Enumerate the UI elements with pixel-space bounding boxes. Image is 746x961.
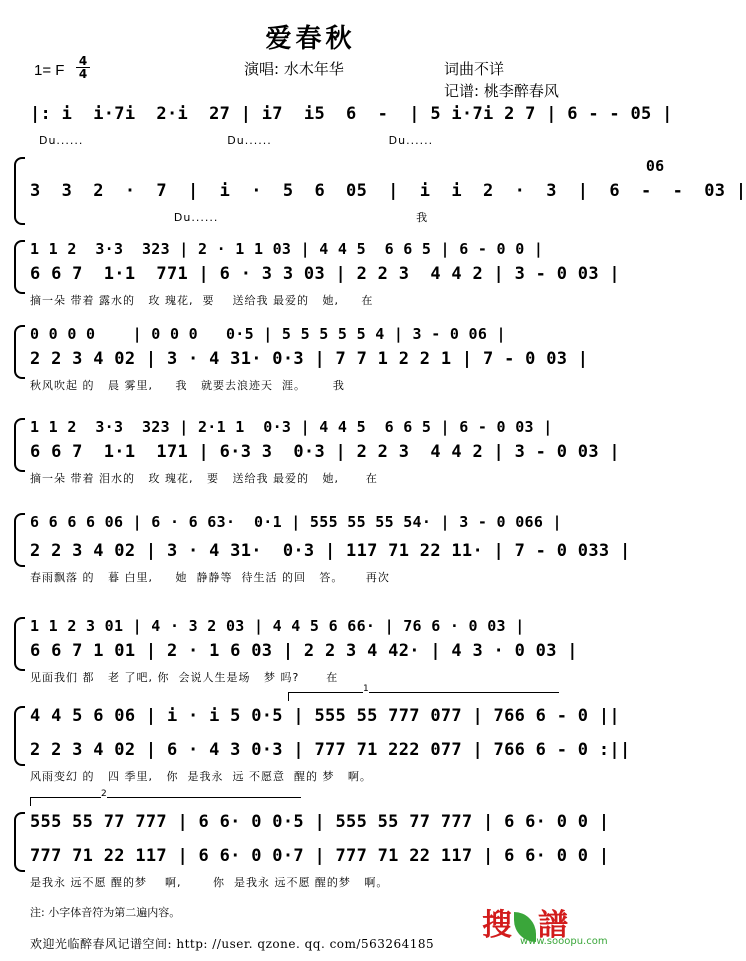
volta-number: 1: [363, 684, 369, 694]
footnote: 注: 小字体音符为第二遍内容。: [30, 906, 181, 919]
score-system-1: [0, 104, 673, 148]
notes-line: |: i i·7i 2·i 27 | i7 i5 6 - | 5 i·7i 2 7 | 6 - - 05 |: [30, 104, 673, 124]
lyric-line: 见面我们 都 老 了吧, 你 会说人生是场 梦 吗? 在: [30, 671, 339, 684]
notes-lower: 2 2 3 4 02 | 6 · 4 3 0·3 | 777 71 222 077 | 766 6 - 0 :||: [30, 740, 631, 760]
notes-upper: 6 6 6 6 06 | 6 · 6 63· 0·1 | 555 55 55 54· | 3 - 0 066 |: [30, 513, 562, 531]
lyric-line: Du...... 我: [30, 211, 429, 224]
notes-lower: 6 6 7 1·1 771 | 6 · 3 3 03 | 2 2 3 4 4 2 | 3 - 0 03 |: [30, 264, 620, 284]
time-bottom: 4: [78, 67, 88, 81]
score-system-8: [0, 706, 631, 783]
lyric-line: Du...... Du...... Du......: [30, 134, 434, 147]
logo-url: www.sooopu.com: [520, 936, 608, 947]
notes-upper: 1 1 2 3·3 323 | 2·1 1 0·3 | 4 4 5 6 6 5 | 6 - 0 03 |: [30, 418, 553, 436]
volta-number: 2: [101, 789, 107, 799]
notes-upper: 4 4 5 6 06 | i · i 5 0·5 | 555 55 777 077 | 766 6 - 0 ||: [30, 706, 620, 726]
score-system-7: [0, 617, 621, 684]
visit-link-text[interactable]: 欢迎光临醉春风记谱空间: http: //user. qzone. qq. com/563264185: [30, 937, 435, 951]
score-system-9: [0, 812, 621, 889]
lyric-line: 摘一朵 带着 泪水的 玫 瑰花, 要 送给我 最爱的 她, 在: [30, 472, 378, 485]
composer-credit: 词曲不详: [444, 60, 505, 78]
notes-upper: 1 1 2 3·3 323 | 2 · 1 1 03 | 4 4 5 6 6 5 | 6 - 0 0 |: [30, 240, 544, 258]
notes-lower: 6 6 7 1 01 | 2 · 1 6 03 | 2 2 3 4 42· | 4 3 · 0 03 |: [30, 641, 578, 661]
score-system-6: [0, 513, 631, 584]
notes-lower: 6 6 7 1·1 171 | 6·3 3 0·3 | 2 2 3 4 4 2 | 3 - 0 03 |: [30, 442, 620, 462]
notes-upper: 06: [30, 157, 665, 175]
singer-credit: 演唱: 水木年华: [244, 60, 344, 78]
volta-bracket-2: [30, 789, 301, 806]
notes-lower: 777 71 22 117 | 6 6· 0 0·7 | 777 71 22 117 | 6 6· 0 0 |: [30, 846, 610, 866]
lyric-line: 春雨飘落 的 暮 白里, 她 静静等 待生活 的回 答。 再次: [30, 571, 390, 584]
notes-upper: 0 0 0 0 | 0 0 0 0·5 | 5 5 5 5 5 4 | 3 - 0 06 |: [30, 325, 506, 343]
lyric-line: 是我永 远不愿 醒的梦 啊, 你 是我永 远不愿 醒的梦 啊。: [30, 876, 389, 889]
score-system-2: [0, 157, 746, 224]
transcriber-credit: 记谱: 桃李醉春风: [444, 82, 559, 100]
time-signature: [76, 55, 90, 80]
notes-lower: 2 2 3 4 02 | 3 · 4 31· 0·3 | 7 7 1 2 2 1 | 7 - 0 03 |: [30, 349, 589, 369]
score-system-3: [0, 240, 621, 307]
lyric-line: 摘一朵 带着 露水的 玫 瑰花, 要 送给我 最爱的 她, 在: [30, 294, 374, 307]
time-top: 4: [76, 55, 90, 68]
logo-char-1: 搜: [482, 908, 512, 943]
lyric-line: 风雨变幻 的 四 季里, 你 是我永 远 不愿意 醒的 梦 啊。: [30, 770, 372, 783]
key-signature: 1= F: [34, 62, 65, 79]
score-system-5: [0, 418, 621, 485]
song-title: 爱春秋: [265, 24, 356, 54]
notes-lower: 3 3 2 · 7 | i · 5 6 05 | i i 2 · 3 | 6 - - 03 |: [30, 181, 746, 201]
volta-bracket-1: [288, 684, 559, 701]
notes-upper: 555 55 77 777 | 6 6· 0 0·5 | 555 55 77 777 | 6 6· 0 0 |: [30, 812, 610, 832]
lyric-line: 秋风吹起 的 晨 雾里, 我 就要去浪迹天 涯。 我: [30, 379, 345, 392]
logo-char-2: 譜: [538, 908, 568, 943]
score-system-4: [0, 325, 621, 392]
notes-lower: 2 2 3 4 02 | 3 · 4 31· 0·3 | 117 71 22 11· | 7 - 0 033 |: [30, 541, 631, 561]
notes-upper: 1 1 2 3 01 | 4 · 3 2 03 | 4 4 5 6 66· | 76 6 · 0 03 |: [30, 617, 525, 635]
